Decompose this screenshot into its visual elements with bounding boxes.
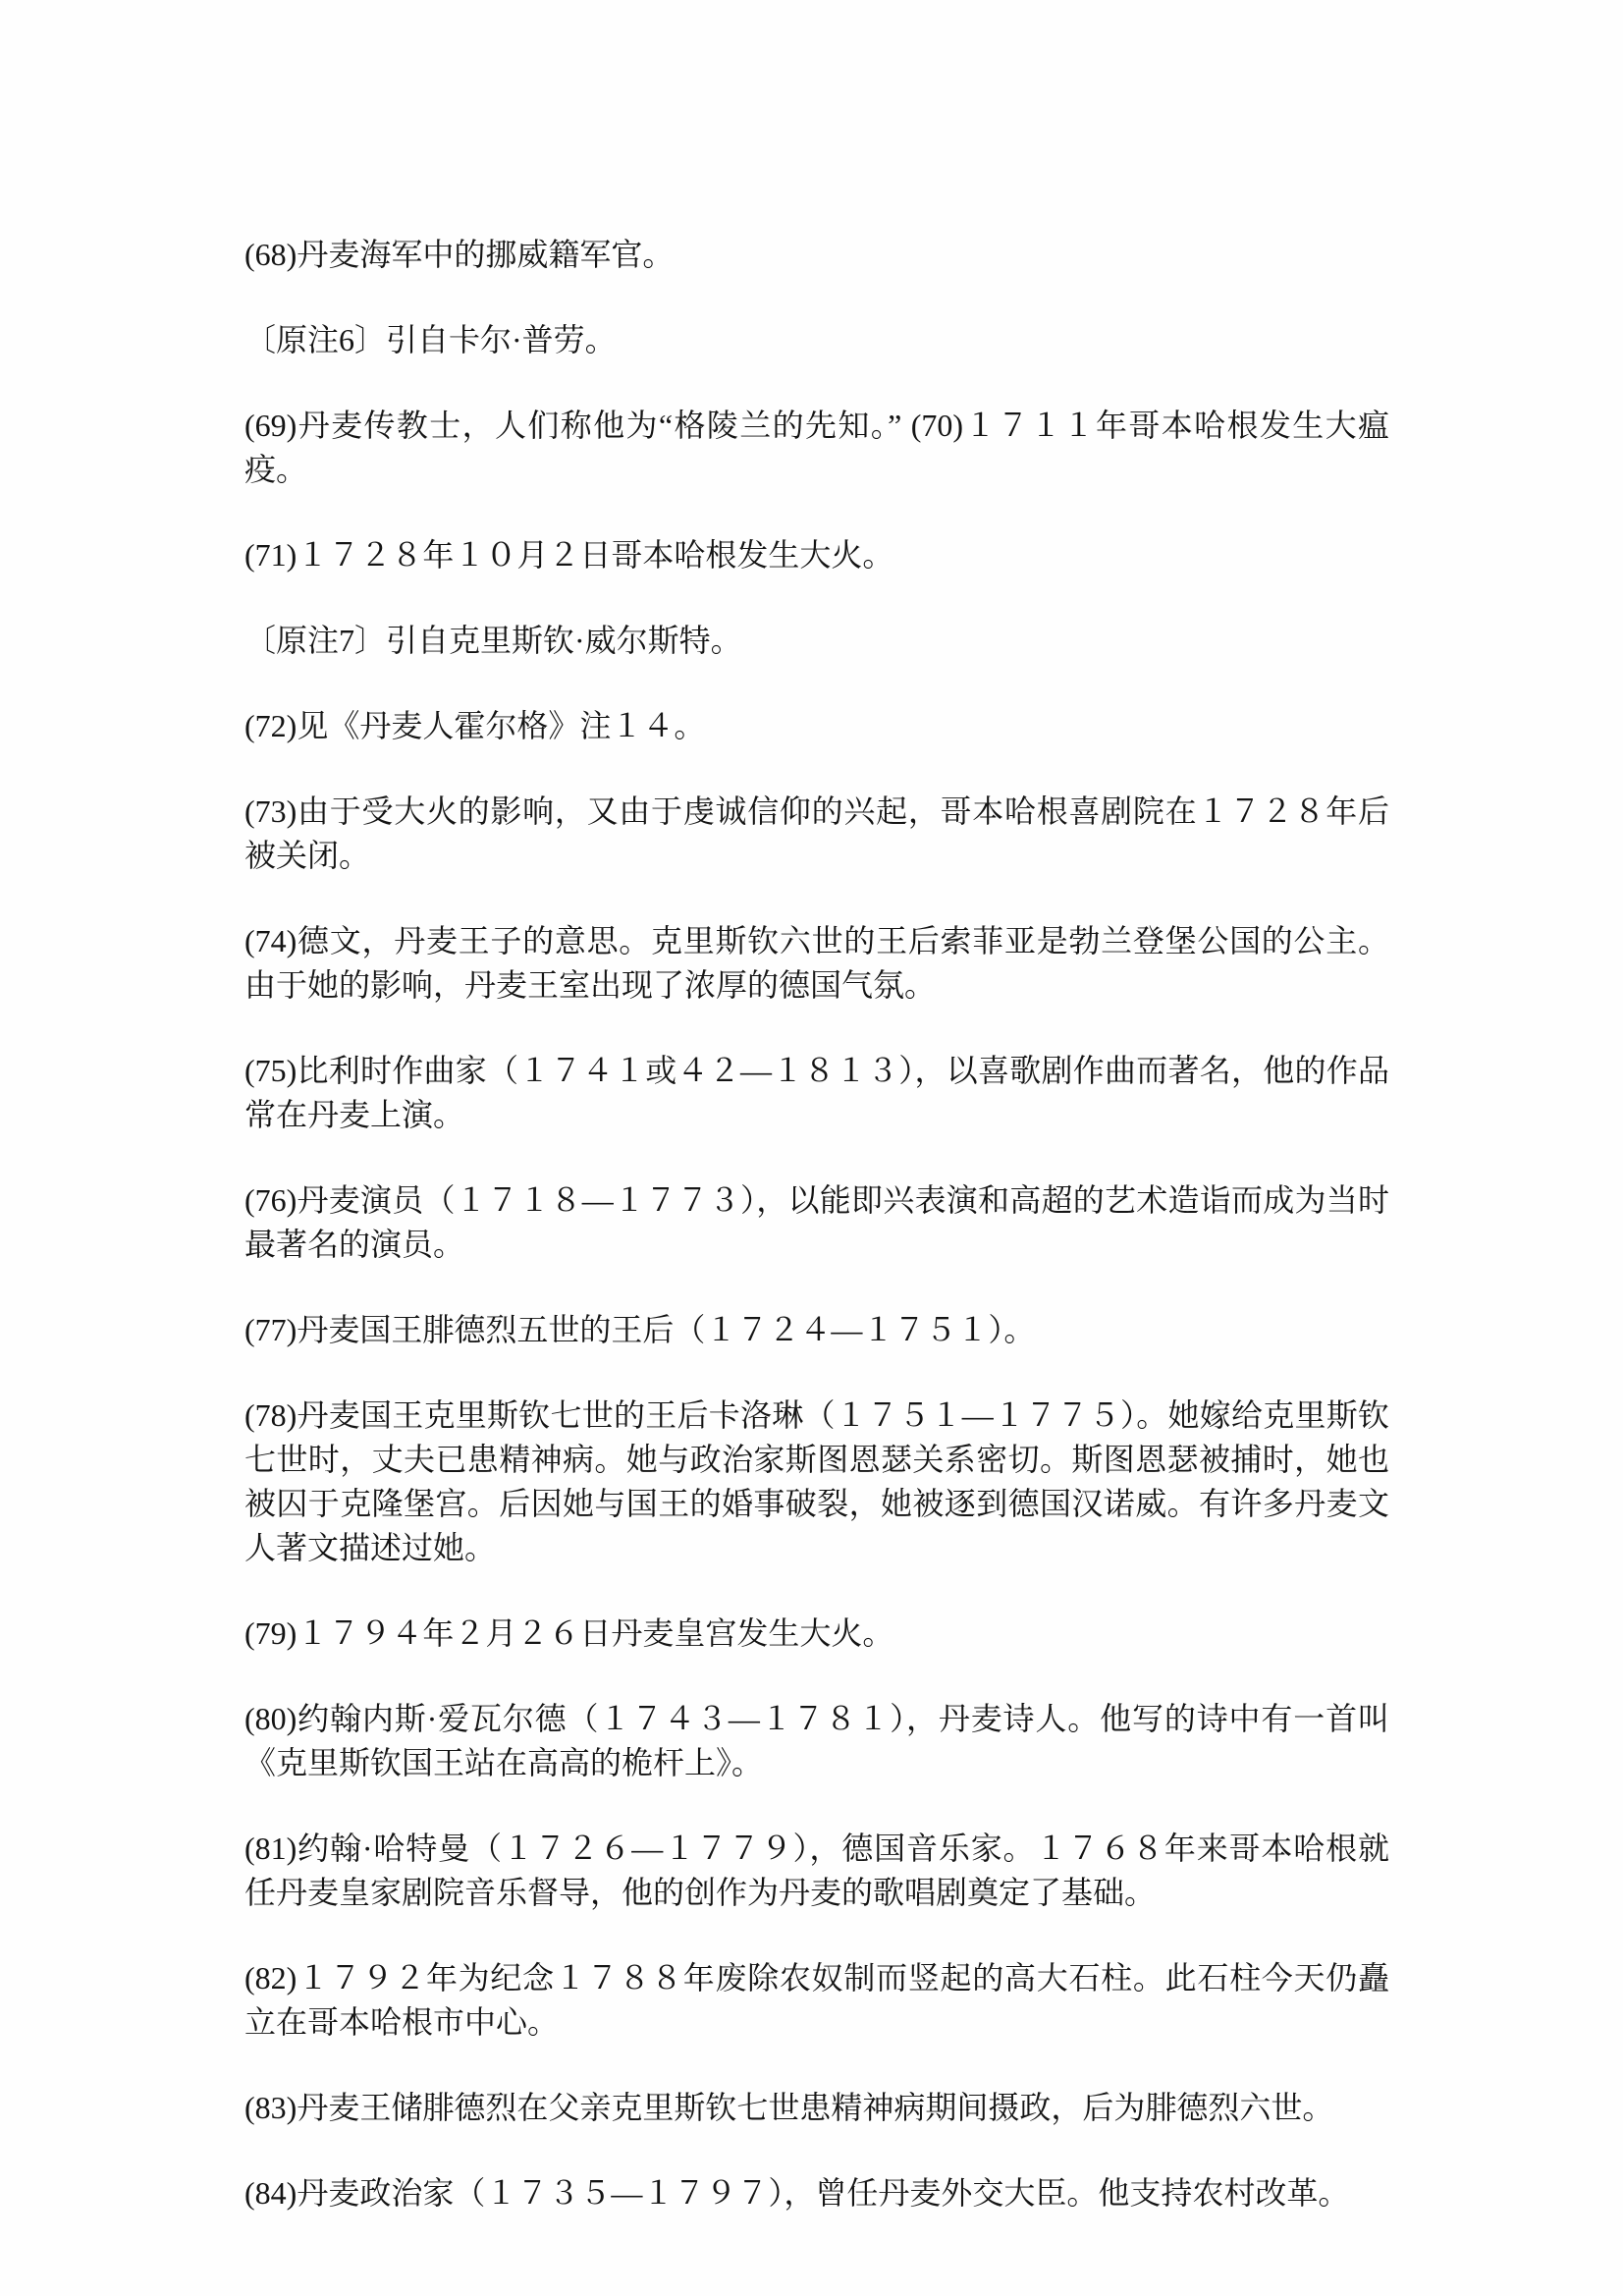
footnote-68: (68)丹麦海军中的挪威籍军官。 [244,237,675,272]
footnote-78: (78)丹麦国王克里斯钦七世的王后卡洛琳（１７５１—１７７５）。她嫁给克里斯钦七世时，丈夫已患精神病。她与政治家斯图恩瑟关系密切。斯图恩瑟被捕时，她也被囚于克隆堡宫。后因她与国王的婚事破裂，她被逐到德国汉诺威。有许多丹麦文人著文描述过她。 [244,1397,1389,1565]
footnote-69-70: (69)丹麦传教士，人们称他为“格陵兰的先知。” (70)１７１１年哥本哈根发生大瘟疫。 [244,408,1389,487]
footnote-80: (80)约翰内斯·爱瓦尔德（１７４３—１７８１），丹麦诗人。他写的诗中有一首叫《克里斯钦国王站在高高的桅杆上》。 [244,1701,1389,1780]
footnote-77: (77)丹麦国王腓德烈五世的王后（１７２４—１７５１）。 [244,1312,1036,1347]
footnote-73: (73)由于受大火的影响，又由于虔诚信仰的兴起，哥本哈根喜剧院在１７２８年后被关闭。 [244,793,1389,873]
footnote-75: (75)比利时作曲家（１７４１或４２—１８１３），以喜歌剧作曲而著名，他的作品常在丹麦上演。 [244,1053,1389,1132]
footnote-79: (79)１７９４年２月２６日丹麦皇宫发生大火。 [244,1615,894,1651]
footnote-81: (81)约翰·哈特曼（１７２６—１７７９），德国音乐家。１７６８年来哥本哈根就任丹麦皇家剧院音乐督导，他的创作为丹麦的歌唱剧奠定了基础。 [244,1831,1389,1910]
original-note-7: 〔原注7〕引自克里斯钦·威尔斯特。 [244,623,742,658]
footnotes-text-block [244,233,1389,2215]
footnote-72: (72)见《丹麦人霍尔格》注１４。 [244,708,706,743]
footnote-76: (76)丹麦演员（１７１８—１７７３），以能即兴表演和高超的艺术造诣而成为当时最著名的演员。 [244,1182,1389,1262]
footnote-74: (74)德文，丹麦王子的意思。克里斯钦六世的王后索菲亚是勃兰登堡公国的公主。由于她的影响，丹麦王室出现了浓厚的德国气氛。 [244,923,1389,1003]
footnote-82: (82)１７９２年为纪念１７８８年废除农奴制而竖起的高大石柱。此石柱今天仍矗立在哥本哈根市中心。 [244,1960,1389,2040]
footnote-71: (71)１７２８年１０月２日哥本哈根发生大火。 [244,537,894,573]
footnote-84: (84)丹麦政治家（１７３５—１７９７），曾任丹麦外交大臣。他支持农村改革。 [244,2175,1350,2211]
original-note-6: 〔原注6〕引自卡尔·普劳。 [244,322,617,357]
footnote-83: (83)丹麦王储腓德烈在父亲克里斯钦七世患精神病期间摄政，后为腓德烈六世。 [244,2090,1334,2125]
